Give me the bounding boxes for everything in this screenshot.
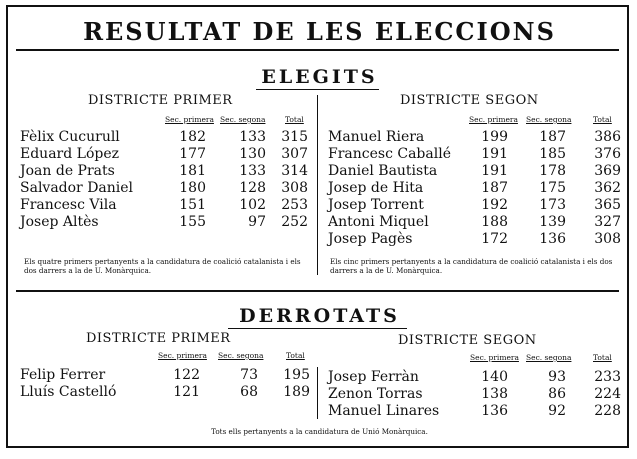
votes-sec-segona: 92 [548, 403, 566, 419]
candidate-name: Lluís Castelló [20, 384, 117, 400]
candidate-name: Joan de Prats [20, 163, 115, 179]
candidate-name: Fèlix Cucurull [20, 129, 120, 145]
votes-sec-segona: 73 [240, 367, 258, 383]
candidate-name: Josep de Hita [328, 180, 424, 196]
col-header: Sec. segona [220, 115, 266, 124]
candidate-name: Francesc Caballé [328, 146, 451, 162]
votes-sec-primera: 188 [481, 214, 508, 230]
votes-total: 315 [281, 129, 308, 145]
table-row [20, 129, 310, 146]
votes-sec-primera: 155 [179, 214, 206, 230]
derrotats-segon-district: DISTRICTE SEGON [398, 333, 537, 348]
derrotats-note: Tots ells pertanyents a la candidatura de Unió Monàrquica. [211, 427, 428, 436]
derrotats-underline [228, 328, 407, 329]
col-header: Total [285, 115, 304, 124]
votes-total: 362 [594, 180, 621, 196]
votes-sec-primera: 187 [481, 180, 508, 196]
votes-sec-primera: 177 [179, 146, 206, 162]
elegits-underline [256, 89, 379, 90]
derrotats-segon-table [328, 369, 624, 420]
votes-sec-primera: 199 [481, 129, 508, 145]
elegits-primer-note: Els quatre primers pertanyents a la candidatura de coalició catalanista i els dos darrers a la de U. Monàrquica. [24, 257, 301, 275]
elegits-column-divider [317, 95, 318, 275]
table-row [328, 231, 624, 248]
votes-sec-primera: 121 [173, 384, 200, 400]
page-title: RESULTAT DE LES ELECCIONS [83, 17, 556, 46]
votes-sec-segona: 86 [548, 386, 566, 402]
table-row [328, 129, 624, 146]
votes-total: 386 [594, 129, 621, 145]
votes-sec-primera: 191 [481, 163, 508, 179]
table-row [328, 403, 624, 420]
candidate-name: Josep Altès [20, 214, 99, 230]
votes-total: 327 [594, 214, 621, 230]
votes-sec-segona: 97 [248, 214, 266, 230]
derrotats-heading: DERROTATS [239, 305, 400, 327]
votes-total: 308 [281, 180, 308, 196]
votes-total: 233 [594, 369, 621, 385]
col-header: Total [286, 351, 305, 360]
votes-sec-segona: 93 [548, 369, 566, 385]
col-header: Total [593, 115, 612, 124]
votes-sec-primera: 191 [481, 146, 508, 162]
derrotats-primer-district: DISTRICTE PRIMER [86, 331, 231, 346]
candidate-name: Zenon Torras [328, 386, 423, 402]
votes-total: 314 [281, 163, 308, 179]
col-header: Total [593, 353, 612, 362]
candidate-name: Salvador Daniel [20, 180, 134, 196]
elegits-heading: ELEGITS [261, 66, 378, 88]
votes-total: 307 [281, 146, 308, 162]
votes-sec-segona: 133 [239, 163, 266, 179]
candidate-name: Josep Ferràn [328, 369, 419, 385]
col-header: Sec. primera [469, 115, 518, 124]
col-header: Sec. segona [218, 351, 264, 360]
candidate-name: Manuel Linares [328, 403, 440, 419]
votes-total: 195 [283, 367, 310, 383]
section-divider-rule [16, 290, 619, 292]
table-row [20, 180, 310, 197]
col-header: Sec. primera [470, 353, 519, 362]
votes-total: 189 [283, 384, 310, 400]
col-header: Sec. primera [158, 351, 207, 360]
col-header: Sec. segona [526, 115, 572, 124]
title-rule [16, 49, 619, 51]
candidate-name: Manuel Riera [328, 129, 425, 145]
votes-sec-segona: 175 [539, 180, 566, 196]
derrotats-column-divider [317, 367, 318, 419]
elegits-segon-district: DISTRICTE SEGON [400, 93, 539, 108]
votes-sec-primera: 181 [179, 163, 206, 179]
votes-sec-segona: 139 [539, 214, 566, 230]
votes-sec-segona: 136 [539, 231, 566, 247]
candidate-name: Josep Pagès [328, 231, 413, 247]
votes-total: 365 [594, 197, 621, 213]
table-row [20, 367, 310, 384]
votes-sec-segona: 68 [240, 384, 258, 400]
votes-sec-segona: 187 [539, 129, 566, 145]
table-row [20, 163, 310, 180]
elegits-segon-note: Els cinc primers pertanyents a la candidatura de coalició catalanista i els dos darrers a la de U. Monàrquica. [330, 257, 613, 275]
votes-sec-segona: 102 [239, 197, 266, 213]
candidate-name: Antoni Miquel [328, 214, 429, 230]
votes-sec-primera: 122 [173, 367, 200, 383]
votes-sec-primera: 192 [481, 197, 508, 213]
candidate-name: Felip Ferrer [20, 367, 106, 383]
votes-sec-primera: 182 [179, 129, 206, 145]
votes-sec-segona: 185 [539, 146, 566, 162]
table-row [328, 180, 624, 197]
table-row [328, 369, 624, 386]
votes-total: 369 [594, 163, 621, 179]
votes-sec-primera: 172 [481, 231, 508, 247]
col-header: Sec. primera [165, 115, 214, 124]
table-row [20, 384, 310, 401]
votes-sec-segona: 133 [239, 129, 266, 145]
elegits-primer-table [20, 129, 310, 231]
derrotats-primer-table [20, 367, 310, 401]
candidate-name: Francesc Vila [20, 197, 117, 213]
table-row [20, 146, 310, 163]
votes-sec-primera: 140 [481, 369, 508, 385]
votes-total: 228 [594, 403, 621, 419]
votes-sec-segona: 130 [239, 146, 266, 162]
table-row [328, 146, 624, 163]
candidate-name: Eduard López [20, 146, 119, 162]
votes-sec-primera: 136 [481, 403, 508, 419]
votes-total: 224 [594, 386, 621, 402]
table-row [328, 163, 624, 180]
votes-sec-segona: 173 [539, 197, 566, 213]
votes-total: 253 [281, 197, 308, 213]
votes-total: 252 [281, 214, 308, 230]
table-row [328, 386, 624, 403]
votes-total: 376 [594, 146, 621, 162]
candidate-name: Daniel Bautista [328, 163, 438, 179]
votes-sec-primera: 180 [179, 180, 206, 196]
table-row [20, 197, 310, 214]
document-frame [6, 5, 629, 448]
candidate-name: Josep Torrent [328, 197, 424, 213]
votes-sec-primera: 138 [481, 386, 508, 402]
elegits-segon-table [328, 129, 624, 248]
votes-sec-primera: 151 [179, 197, 206, 213]
elegits-primer-district: DISTRICTE PRIMER [88, 93, 233, 108]
table-row [20, 214, 310, 231]
votes-sec-segona: 178 [539, 163, 566, 179]
table-row [328, 197, 624, 214]
table-row [328, 214, 624, 231]
votes-total: 308 [594, 231, 621, 247]
votes-sec-segona: 128 [239, 180, 266, 196]
col-header: Sec. segona [526, 353, 572, 362]
